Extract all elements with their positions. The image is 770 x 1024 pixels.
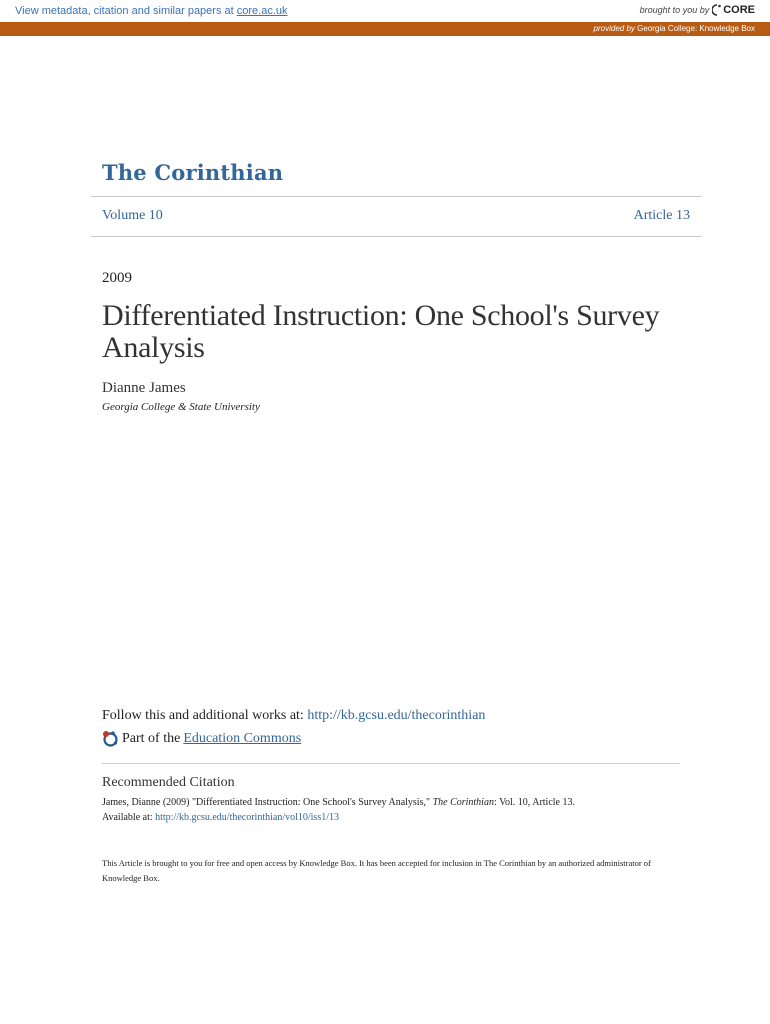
follow-line <box>102 708 485 724</box>
citation-journal: The Corinthian <box>432 797 494 808</box>
core-logo[interactable] <box>712 4 755 16</box>
commons-network-icon <box>102 730 119 747</box>
citation-after: : Vol. 10, Article 13. <box>493 797 575 808</box>
brought-text: brought to you by <box>639 5 710 15</box>
follow-text: Follow this and additional works at: <box>102 708 308 723</box>
core-logo-text: CORE <box>723 4 755 16</box>
part-text: Part of the <box>122 730 181 746</box>
journal-title[interactable]: The Corinthian <box>102 160 284 185</box>
author-name: Dianne James <box>102 380 186 396</box>
volume-link[interactable]: Volume 10 <box>102 208 163 223</box>
brought-to-you[interactable] <box>640 4 755 16</box>
core-metadata-link[interactable] <box>15 5 288 17</box>
available-label: Available at: <box>102 812 156 823</box>
available-url-link[interactable]: http://kb.gcsu.edu/thecorinthian/vol10/iss1/13 <box>155 812 339 823</box>
follow-url-link[interactable]: http://kb.gcsu.edu/thecorinthian <box>307 708 486 723</box>
core-banner <box>0 0 770 22</box>
citation-divider <box>102 763 680 764</box>
author-affiliation: Georgia College & State University <box>102 401 260 413</box>
available-at-line <box>102 812 339 823</box>
divider-top <box>91 196 702 197</box>
publication-year: 2009 <box>102 270 132 286</box>
citation-text <box>102 797 575 808</box>
education-commons-link[interactable]: Education Commons <box>183 730 302 746</box>
core-link-prefix: View metadata, citation and similar papers at <box>15 5 237 17</box>
provided-label: provided by <box>593 24 635 33</box>
article-link[interactable]: Article 13 <box>633 208 690 223</box>
provided-by-bar <box>0 22 770 36</box>
provided-by-text <box>594 24 755 33</box>
citation-before: James, Dianne (2009) "Differentiated Instruction: One School's Survey Analysis," <box>102 797 433 808</box>
core-logo-icon <box>712 4 722 16</box>
access-notice: This Article is brought to you for free and open access by Knowledge Box. It has been accepted for inclusion in The Corinthian by an authorized administrator of Knowledge Box. <box>102 858 651 883</box>
core-link-anchor[interactable]: core.ac.uk <box>236 5 288 17</box>
paper-title: Differentiated Instruction: One School's Survey Analysis <box>102 299 660 364</box>
part-of-line <box>102 730 301 747</box>
recommended-citation-heading: Recommended Citation <box>102 775 235 790</box>
divider-bottom <box>91 236 702 237</box>
provided-source[interactable]: Georgia College: Knowledge Box <box>637 24 755 33</box>
